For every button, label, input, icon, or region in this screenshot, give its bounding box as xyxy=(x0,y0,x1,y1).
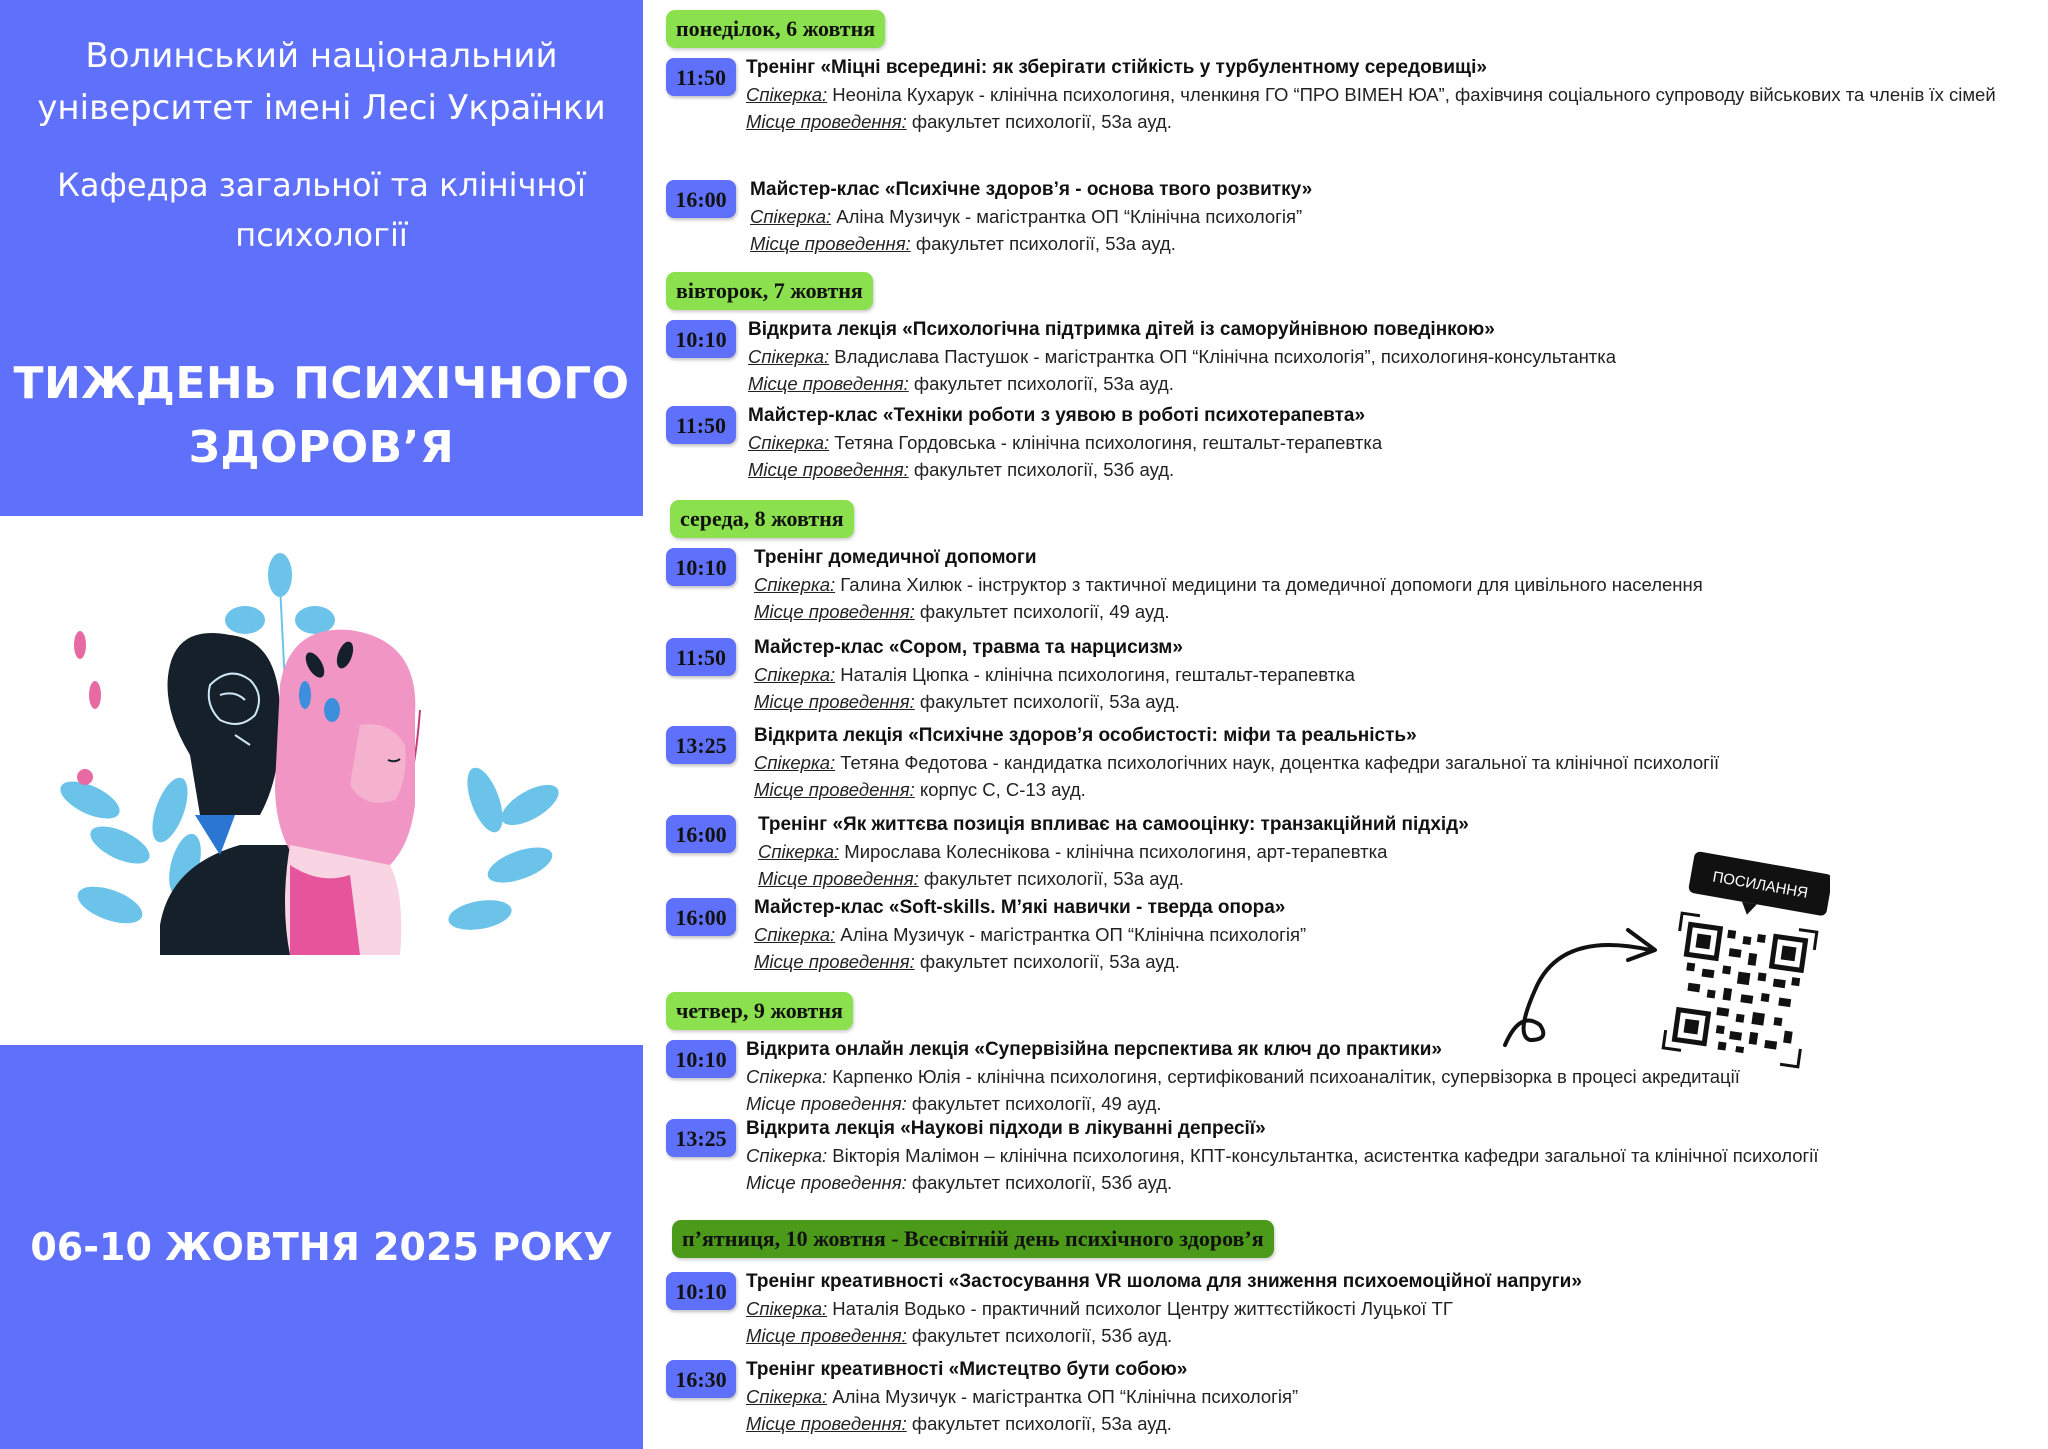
title-line-2: ЗДОРОВ’Я xyxy=(188,422,455,473)
day-header-wednesday: середа, 8 жовтня xyxy=(670,500,854,538)
speaker-value: Вікторія Малімон – клінічна психологиня, КПТ-консультантка, асистентка кафедри загальної та клінічної психології xyxy=(832,1145,1819,1166)
event-title: Відкрита лекція «Психічне здоров’я особистості: міфи та реальність» xyxy=(754,725,1417,746)
venue-label: Місце проведення: xyxy=(754,691,915,712)
speaker-value: Мирослава Колеснікова - клінічна психологиня, арт-терапевтка xyxy=(844,841,1388,862)
day-header-monday: понеділок, 6 жовтня xyxy=(666,10,885,48)
venue-value: факультет психології, 53а ауд. xyxy=(913,373,1174,394)
event-venue xyxy=(750,230,2028,257)
time-badge: 13:25 xyxy=(666,1119,736,1157)
venue-label: Місце проведення: xyxy=(750,233,911,254)
event-venue xyxy=(754,598,2028,625)
event-title: Тренінг «Міцні всередині: як зберігати стійкість у турбулентному середовищі» xyxy=(746,57,1487,78)
speaker-value: Аліна Музичук - магістрантка ОП “Клінічна психологія” xyxy=(840,924,1307,945)
event-title: Майстер-клас «Техніки роботи з уявою в роботі психотерапевта» xyxy=(748,405,1366,426)
speaker-label: Спікерка: xyxy=(754,924,836,945)
university-name xyxy=(0,30,643,134)
venue-value: факультет психології, 53а ауд. xyxy=(923,868,1184,889)
event-venue xyxy=(746,1169,2028,1196)
speaker-value: Наталія Водько - практичний психолог Центру життєстійкості Луцької ТГ xyxy=(832,1298,1453,1319)
speaker-label: Спікерка: xyxy=(748,346,830,367)
speaker-value: Владислава Пастушок - магістрантка ОП “Клінічна психологія”, психологиня-консультантка xyxy=(834,346,1617,367)
event-venue xyxy=(754,948,2028,975)
event-speaker xyxy=(754,661,2028,688)
event-speaker xyxy=(754,571,2028,598)
speaker-value: Наталія Цюпка - клінічна психологиня, гештальт-терапевтка xyxy=(840,664,1355,685)
speaker-label: Спікерка: xyxy=(754,664,836,685)
venue-label: Місце проведення: xyxy=(748,373,909,394)
event-title: Майстер-клас «Soft-skills. М’які навички - тверда опора» xyxy=(754,897,1286,918)
event-speaker xyxy=(746,1142,2028,1169)
venue-label: Місце проведення: xyxy=(754,779,915,800)
event-venue xyxy=(746,1090,2028,1117)
speaker-value: Галина Хилюк - інструктор з тактичної медицини та домедичної допомоги для цивільного населення xyxy=(840,574,1703,595)
speaker-label: Спікерка: xyxy=(746,1066,828,1087)
event-title: Майстер-клас «Сором, травма та нарцисизм» xyxy=(754,637,1183,658)
time-badge: 16:00 xyxy=(666,898,736,936)
dates-panel xyxy=(0,1045,643,1449)
speaker-label: Спікерка: xyxy=(746,1145,828,1166)
venue-label: Місце проведення: xyxy=(748,459,909,480)
speaker-value: Тетяна Федотова - кандидатка психологічних наук, доцентка кафедри загальної та клінічної психології xyxy=(840,752,1720,773)
venue-value: корпус С, С-13 ауд. xyxy=(919,779,1086,800)
event-venue xyxy=(758,865,2028,892)
event-speaker xyxy=(746,1383,2028,1410)
event-venue xyxy=(754,776,2028,803)
time-badge: 10:10 xyxy=(666,1040,736,1078)
time-badge: 11:50 xyxy=(666,58,736,96)
qr-label: ПОСИЛАННЯ xyxy=(1711,868,1810,902)
speaker-label: Спікерка: xyxy=(754,574,836,595)
venue-value: факультет психології, 53а ауд. xyxy=(915,233,1176,254)
event-venue xyxy=(748,370,2028,397)
university-line-1: Волинський національний xyxy=(85,36,558,76)
event-venue xyxy=(746,108,2028,135)
speaker-label: Спікерка: xyxy=(750,206,832,227)
venue-label: Місце проведення: xyxy=(746,1413,907,1434)
event-venue xyxy=(746,1322,2028,1349)
venue-label: Місце проведення: xyxy=(754,951,915,972)
event-speaker xyxy=(754,749,2028,776)
department-line-1: Кафедра загальної та клінічної xyxy=(57,166,586,204)
speaker-label: Спікерка: xyxy=(746,1298,828,1319)
event-speaker xyxy=(746,81,2028,108)
event-venue xyxy=(748,456,2028,483)
event-venue xyxy=(754,688,2028,715)
department-line-2: психології xyxy=(235,216,408,254)
speaker-value: Аліна Музичук - магістрантка ОП “Клінічна психологія” xyxy=(832,1386,1299,1407)
event-title: Тренінг креативності «Мистецтво бути собою» xyxy=(746,1359,1188,1380)
event-speaker xyxy=(758,838,2028,865)
event-title: Відкрита лекція «Наукові підходи в лікуванні депресії» xyxy=(746,1118,1266,1139)
time-badge: 11:50 xyxy=(666,406,736,444)
event-title: Відкрита лекція «Психологічна підтримка дітей із саморуйнівною поведінкою» xyxy=(748,319,1495,340)
time-badge: 16:00 xyxy=(666,815,736,853)
time-badge: 11:50 xyxy=(666,638,736,676)
venue-label: Місце проведення: xyxy=(746,1172,907,1193)
time-badge: 13:25 xyxy=(666,726,736,764)
speaker-value: Карпенко Юлія - клінічна психологиня, сертифікований психоаналітик, супервізорка в процесі акредитації xyxy=(832,1066,1740,1087)
department-name xyxy=(0,160,643,260)
time-badge: 16:30 xyxy=(666,1360,736,1398)
speaker-value: Неоніла Кухарук - клінічна психологиня, членкиня ГО “ПРО ВІМЕН ЮА”, фахівчиня соціального супроводу військових та членів їх сімей xyxy=(832,84,1996,105)
speaker-label: Спікерка: xyxy=(746,84,828,105)
title-line-1: ТИЖДЕНЬ ПСИХІЧНОГО xyxy=(13,358,630,409)
venue-value: факультет психології, 53а ауд. xyxy=(911,1413,1172,1434)
header-panel xyxy=(0,0,643,516)
time-badge: 10:10 xyxy=(666,548,736,586)
venue-value: факультет психології, 53а ауд. xyxy=(919,691,1180,712)
event-speaker xyxy=(748,429,2028,456)
event-dates: 06-10 ЖОВТНЯ 2025 РОКУ xyxy=(30,1225,613,1269)
event-title: Тренінг «Як життєва позиція впливає на самооцінку: транзакційний підхід» xyxy=(758,814,1469,835)
event-title: Тренінг домедичної допомоги xyxy=(754,547,1037,568)
event-title: Тренінг креативності «Застосування VR шолома для зниження психоемоційної напруги» xyxy=(746,1271,1582,1292)
venue-label: Місце проведення: xyxy=(754,601,915,622)
time-badge: 16:00 xyxy=(666,180,736,218)
day-header-friday: п’ятниця, 10 жовтня - Всесвітній день психічного здоров’я xyxy=(672,1220,1274,1258)
qr-section xyxy=(1500,840,1830,1080)
speaker-value: Тетяна Гордовська - клінічна психологиня, гештальт-терапевтка xyxy=(834,432,1383,453)
day-header-thursday: четвер, 9 жовтня xyxy=(666,992,853,1030)
time-badge: 10:10 xyxy=(666,1272,736,1310)
speaker-label: Спікерка: xyxy=(746,1386,828,1407)
university-line-2: університет імені Лесі Українки xyxy=(37,88,606,128)
venue-value: факультет психології, 53б ауд. xyxy=(911,1325,1173,1346)
venue-label: Місце проведення: xyxy=(746,111,907,132)
speaker-label: Спікерка: xyxy=(748,432,830,453)
event-speaker xyxy=(746,1295,2028,1322)
speaker-value: Аліна Музичук - магістрантка ОП “Клінічна психологія” xyxy=(836,206,1303,227)
day-header-tuesday: вівторок, 7 жовтня xyxy=(666,272,873,310)
venue-value: факультет психології, 53б ауд. xyxy=(911,1172,1173,1193)
event-venue xyxy=(746,1410,2028,1437)
page-title xyxy=(0,352,643,480)
venue-value: факультет психології, 53а ауд. xyxy=(919,951,1180,972)
event-speaker xyxy=(754,921,2028,948)
qr-code-icon xyxy=(1663,913,1817,1067)
event-speaker xyxy=(750,203,2028,230)
venue-label: Місце проведення: xyxy=(746,1325,907,1346)
event-title: Майстер-клас «Психічне здоров’я - основа твого розвитку» xyxy=(750,179,1313,200)
venue-value: факультет психології, 53б ауд. xyxy=(913,459,1175,480)
event-speaker xyxy=(748,343,2028,370)
venue-value: факультет психології, 53а ауд. xyxy=(911,111,1172,132)
speaker-label: Спікерка: xyxy=(754,752,836,773)
event-title: Відкрита онлайн лекція «Супервізійна перспектива як ключ до практики» xyxy=(746,1039,1442,1060)
venue-value: факультет психології, 49 ауд. xyxy=(919,601,1170,622)
venue-label: Місце проведення: xyxy=(746,1093,907,1114)
venue-value: факультет психології, 49 ауд. xyxy=(911,1093,1162,1114)
event-speaker xyxy=(746,1063,2028,1090)
speaker-label: Спікерка: xyxy=(758,841,840,862)
time-badge: 10:10 xyxy=(666,320,736,358)
mental-health-illustration xyxy=(60,545,590,995)
venue-label: Місце проведення: xyxy=(758,868,919,889)
